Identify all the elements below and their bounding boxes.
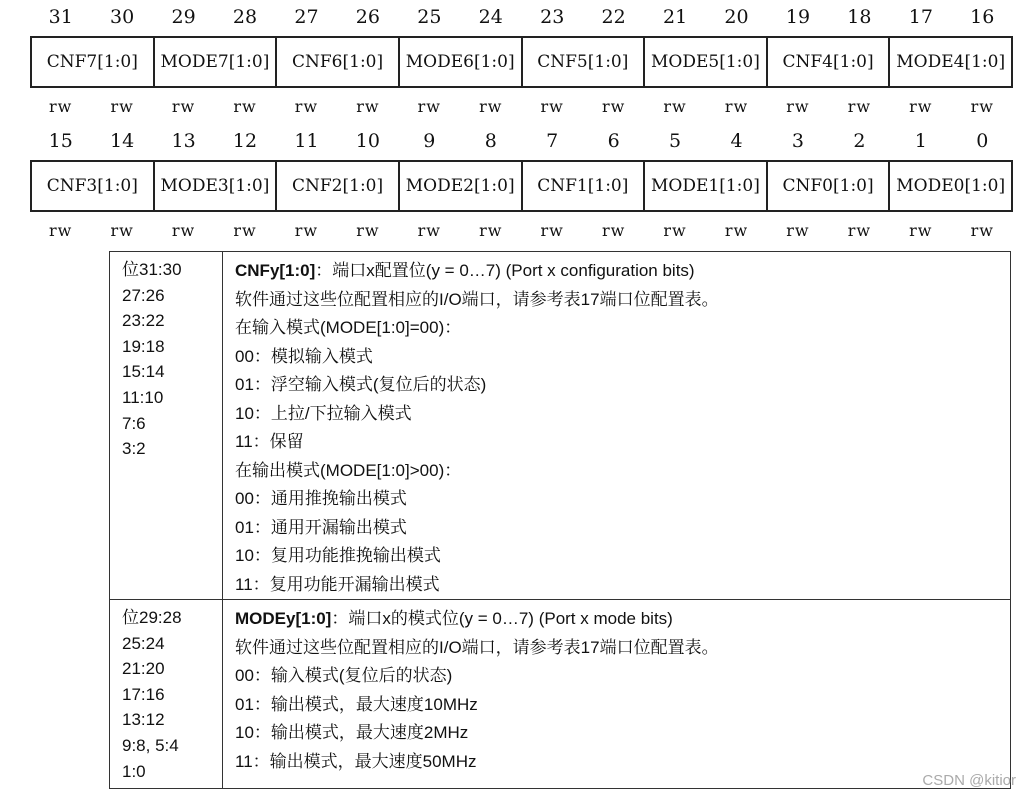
bit-number: 24	[478, 6, 503, 28]
register-field: MODE2[1:0]	[398, 162, 521, 210]
access-label: rw	[49, 221, 73, 240]
bit-number: 25	[417, 6, 442, 28]
access-label: rw	[909, 97, 933, 116]
access-label: rw	[847, 97, 872, 116]
description-line: 在输入模式(MODE[1:0]=00)：	[235, 318, 462, 337]
bit-number: 19	[785, 6, 811, 28]
access-label: rw	[663, 221, 687, 240]
register-field: CNF2[1:0]	[275, 162, 398, 210]
access-label: rw	[417, 97, 441, 116]
access-row-high	[30, 97, 1013, 116]
bit-number: 14	[110, 130, 135, 152]
access-label: rw	[970, 221, 994, 240]
description-line: 11：复用功能开漏输出模式	[235, 574, 440, 594]
bit-range: 9:8, 5:4	[122, 735, 179, 755]
bit-number: 23	[540, 6, 565, 28]
register-field: CNF6[1:0]	[275, 38, 398, 86]
register-field: MODE3[1:0]	[153, 162, 276, 210]
mode-description	[110, 599, 1010, 788]
description-line: 软件通过这些位配置相应的I/O端口，请参考表17端口位配置表。	[235, 289, 719, 309]
bit-number: 16	[970, 6, 995, 28]
description-line: 01：输出模式，最大速度10MHz	[235, 694, 478, 714]
bit-number: 9	[423, 130, 436, 152]
access-label: rw	[970, 97, 994, 116]
bit-range: 位29:28	[122, 608, 182, 627]
bit-range: 3:2	[122, 439, 146, 459]
bit-description-table	[109, 251, 1011, 789]
register-field: MODE7[1:0]	[153, 38, 276, 86]
access-label: rw	[601, 221, 626, 240]
description-line: 11：保留	[235, 432, 304, 451]
access-label: rw	[294, 221, 319, 240]
bit-range: 25:24	[122, 633, 165, 653]
description-line: 11：输出模式，最大速度50MHz	[235, 751, 477, 771]
bit-number: 15	[48, 130, 73, 152]
bit-range: 13:12	[122, 710, 165, 730]
register-field: CNF3[1:0]	[30, 162, 153, 210]
cnf-bit-positions	[110, 252, 223, 599]
access-label: rw	[294, 97, 319, 116]
description-line: 10：上拉/下拉输入模式	[235, 403, 412, 423]
access-label: rw	[601, 97, 626, 116]
bit-range: 1:0	[122, 761, 146, 781]
bit-range: 27:26	[122, 285, 165, 305]
bit-number: 22	[601, 6, 626, 28]
description-line: 软件通过这些位配置相应的I/O端口，请参考表17端口位配置表。	[235, 637, 719, 657]
cnf-description	[110, 252, 1010, 599]
access-label: rw	[909, 221, 933, 240]
bit-range: 11:10	[122, 387, 164, 407]
description-line: 10：复用功能推挽输出模式	[235, 546, 441, 565]
register-field: MODE4[1:0]	[888, 38, 1013, 86]
bit-number: 31	[48, 6, 73, 28]
cnf-heading	[235, 257, 1010, 286]
bit-number: 7	[546, 130, 559, 152]
bit-number: 12	[232, 130, 258, 152]
description-line: 01：浮空输入模式(复位后的状态)	[235, 375, 487, 394]
access-label: rw	[663, 97, 687, 116]
access-label: rw	[49, 97, 73, 116]
cnf-text	[223, 252, 1010, 599]
access-label: rw	[847, 221, 872, 240]
bit-range: 19:18	[122, 336, 165, 356]
register-field: CNF7[1:0]	[30, 38, 153, 86]
bit-number: 3	[791, 130, 804, 152]
bit-number: 26	[355, 6, 380, 28]
bit-number: 4	[730, 130, 743, 152]
description-line: 10：输出模式，最大速度2MHz	[235, 723, 469, 742]
register-field: CNF4[1:0]	[766, 38, 889, 86]
description-line: 01：通用开漏输出模式	[235, 517, 407, 537]
access-label: rw	[171, 221, 196, 240]
access-label: rw	[786, 221, 810, 240]
bit-number: 21	[662, 6, 688, 28]
bit-number: 18	[847, 6, 872, 28]
description-line: 00：模拟输入模式	[235, 346, 373, 366]
register-field: CNF1[1:0]	[521, 162, 644, 210]
bit-number: 28	[232, 6, 258, 28]
bit-range: 17:16	[122, 684, 165, 704]
bit-number: 6	[607, 130, 620, 152]
mode-bit-positions	[110, 600, 223, 788]
access-label: rw	[171, 97, 196, 116]
bit-range: 15:14	[122, 362, 165, 382]
description-line: 00：通用推挽输出模式	[235, 489, 407, 508]
access-label: rw	[110, 221, 134, 240]
bit-range: 7:6	[122, 413, 146, 433]
mode-title: ：端口x的模式位(y = 0…7) (Port x mode bits)	[331, 609, 673, 628]
access-label: rw	[417, 221, 441, 240]
cnf-title: ：端口x配置位(y = 0…7) (Port x configuration bits)	[315, 261, 695, 280]
access-label: rw	[786, 97, 810, 116]
bit-number: 27	[294, 6, 319, 28]
bit-number: 10	[355, 130, 380, 152]
register-field: CNF5[1:0]	[521, 38, 644, 86]
bit-number: 17	[908, 6, 933, 28]
access-row-low	[30, 221, 1013, 240]
cnf-field-name: CNFy[1:0]	[235, 261, 316, 280]
access-label: rw	[540, 97, 564, 116]
access-label: rw	[724, 221, 749, 240]
bit-number: 2	[853, 130, 866, 152]
bit-numbers-high	[30, 6, 1013, 28]
bit-numbers-low	[30, 130, 1013, 152]
bit-number: 11	[294, 130, 319, 152]
register-field: CNF0[1:0]	[766, 162, 889, 210]
bit-range: 23:22	[122, 311, 165, 331]
access-label: rw	[724, 97, 749, 116]
bit-number: 20	[724, 6, 749, 28]
mode-text	[223, 600, 1010, 788]
register-field: MODE6[1:0]	[398, 38, 521, 86]
register-fields-high	[30, 36, 1013, 88]
bit-number: 13	[171, 130, 196, 152]
access-label: rw	[356, 97, 380, 116]
bit-number: 8	[484, 130, 497, 152]
bit-number: 30	[110, 6, 135, 28]
bit-number: 0	[976, 130, 989, 152]
mode-heading	[235, 605, 1010, 634]
access-label: rw	[356, 221, 380, 240]
register-fields-low	[30, 160, 1013, 212]
access-label: rw	[540, 221, 564, 240]
register-field: MODE0[1:0]	[888, 162, 1013, 210]
access-label: rw	[479, 221, 503, 240]
access-label: rw	[233, 221, 257, 240]
bit-range: 位31:30	[122, 260, 182, 279]
access-label: rw	[110, 97, 134, 116]
description-line: 在输出模式(MODE[1:0]>00)：	[235, 460, 462, 480]
register-field: MODE5[1:0]	[643, 38, 766, 86]
access-label: rw	[479, 97, 503, 116]
description-line: 00：输入模式(复位后的状态)	[235, 666, 453, 685]
bit-range: 21:20	[122, 659, 165, 679]
bit-number: 5	[669, 130, 682, 152]
bit-number: 29	[171, 6, 196, 28]
access-label: rw	[233, 97, 257, 116]
watermark: CSDN @kitior	[922, 772, 1016, 789]
mode-field-name: MODEy[1:0]	[235, 609, 332, 628]
register-field: MODE1[1:0]	[643, 162, 766, 210]
bit-number: 1	[914, 130, 927, 152]
